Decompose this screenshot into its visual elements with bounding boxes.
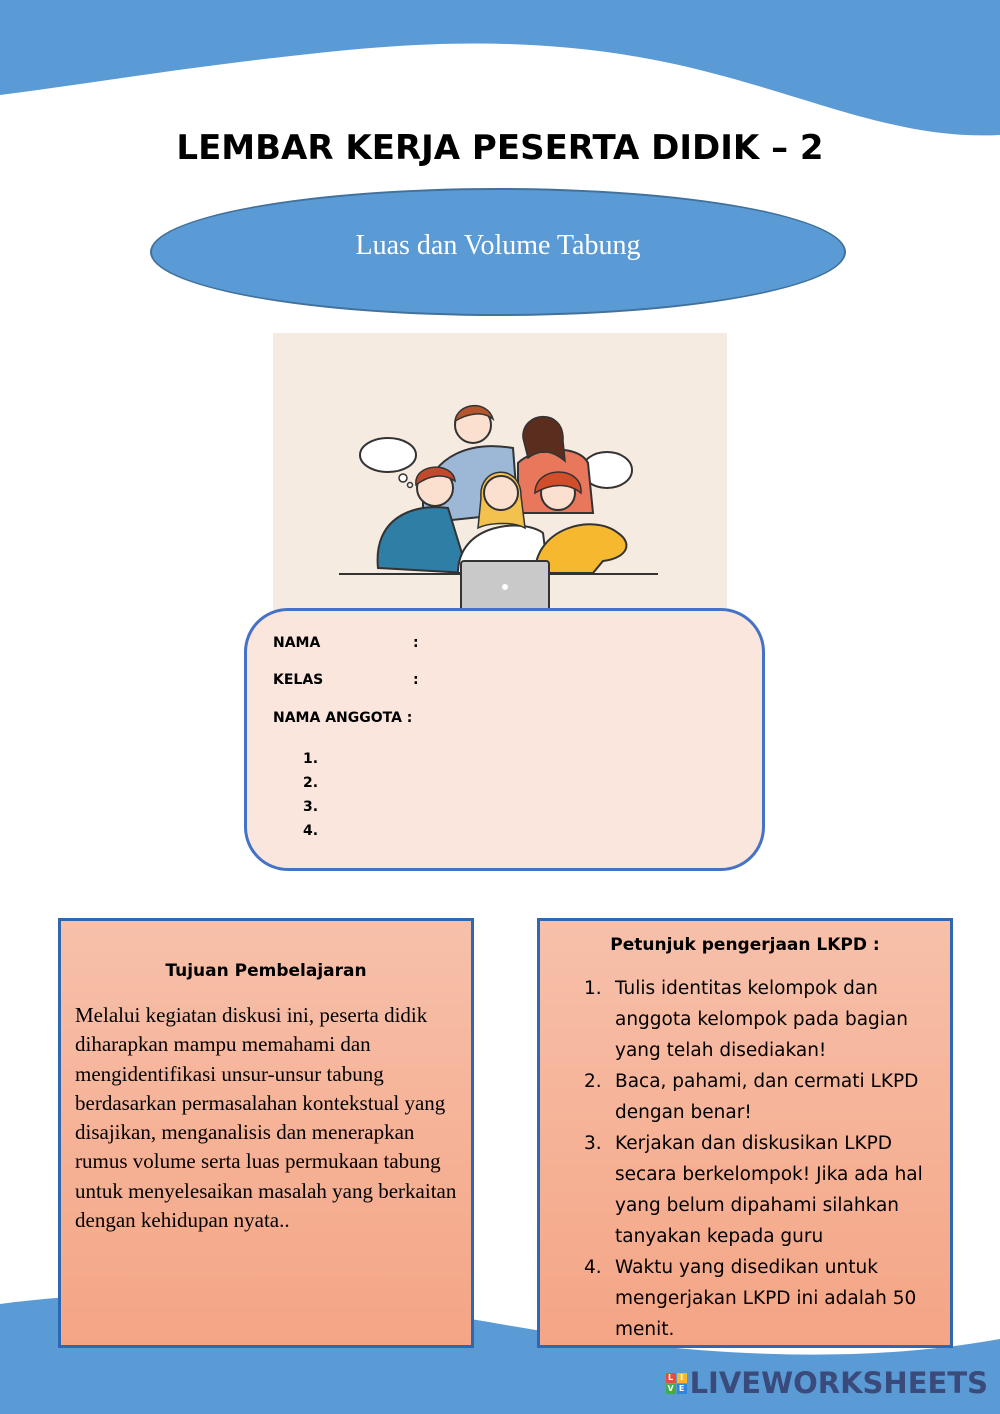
- nama-colon: :: [413, 635, 419, 651]
- kelas-row[interactable]: [273, 672, 419, 688]
- anggota-label: NAMA ANGGOTA :: [273, 710, 413, 726]
- petunjuk-item: [540, 973, 935, 1066]
- nama-row[interactable]: [273, 635, 419, 651]
- logo-letter: E: [677, 1384, 687, 1394]
- liveworksheets-logo[interactable]: [666, 1366, 988, 1400]
- liveworksheets-logo-text: LIVEWORKSHEETS: [689, 1366, 988, 1400]
- petunjuk-item-number: 3.: [584, 1133, 602, 1154]
- petunjuk-item-number: 4.: [584, 1257, 602, 1278]
- students-illustration: [273, 333, 727, 623]
- petunjuk-list: [540, 973, 935, 1345]
- petunjuk-item-number: 1.: [584, 978, 602, 999]
- liveworksheets-logo-icon: [666, 1373, 687, 1394]
- member-item[interactable]: 4.: [303, 823, 319, 839]
- page-title: LEMBAR KERJA PESERTA DIDIK – 2: [176, 128, 824, 168]
- tujuan-heading: Tujuan Pembelajaran: [165, 961, 367, 981]
- petunjuk-item: [540, 1128, 935, 1252]
- member-list: [303, 747, 318, 843]
- nama-label: NAMA: [273, 635, 321, 651]
- petunjuk-item: [540, 1066, 935, 1128]
- anggota-row: [273, 710, 412, 726]
- logo-letter: I: [677, 1373, 687, 1383]
- petunjuk-item-text: Baca, pahami, dan cermati LKPD dengan benar!: [615, 1071, 919, 1123]
- kelas-label: KELAS: [273, 672, 324, 688]
- petunjuk-item-number: 2.: [584, 1071, 602, 1092]
- petunjuk-item-text: Kerjakan dan diskusikan LKPD secara berkelompok! Jika ada hal yang belum dipahami silahkan tanyakan kepada guru: [615, 1133, 923, 1247]
- member-item[interactable]: 1.: [303, 751, 319, 767]
- petunjuk-heading: Petunjuk pengerjaan LKPD :: [610, 935, 880, 955]
- logo-letter: L: [666, 1373, 676, 1383]
- students-group-laptop-icon: [273, 333, 727, 623]
- member-item[interactable]: 2.: [303, 775, 319, 791]
- subtitle-text: Luas dan Volume Tabung: [355, 230, 641, 261]
- petunjuk-card: [537, 918, 953, 1348]
- petunjuk-item: [540, 1252, 935, 1345]
- member-item[interactable]: 3.: [303, 799, 319, 815]
- tujuan-body: Melalui kegiatan diskusi ini, peserta didik diharapkan mampu memahami dan mengidentifikasi unsur-unsur tabung berdasarkan permasalahan kontekstual yang disajikan, menganalisis dan menerapkan rumus volume serta luas permukaan tabung untuk menyelesaikan masalah yang berkaitan dengan kehidupan nyata..: [75, 1003, 457, 1233]
- logo-letter: V: [667, 1383, 674, 1393]
- petunjuk-item-text: Waktu yang disedikan untuk mengerjakan LKPD ini adalah 50 menit.: [615, 1257, 917, 1340]
- identity-box: [244, 608, 765, 871]
- petunjuk-item-text: Tulis identitas kelompok dan anggota kelompok pada bagian yang telah disediakan!: [615, 978, 908, 1061]
- tujuan-card: [58, 918, 474, 1348]
- kelas-colon: :: [413, 672, 419, 688]
- subtitle-banner: [150, 188, 846, 316]
